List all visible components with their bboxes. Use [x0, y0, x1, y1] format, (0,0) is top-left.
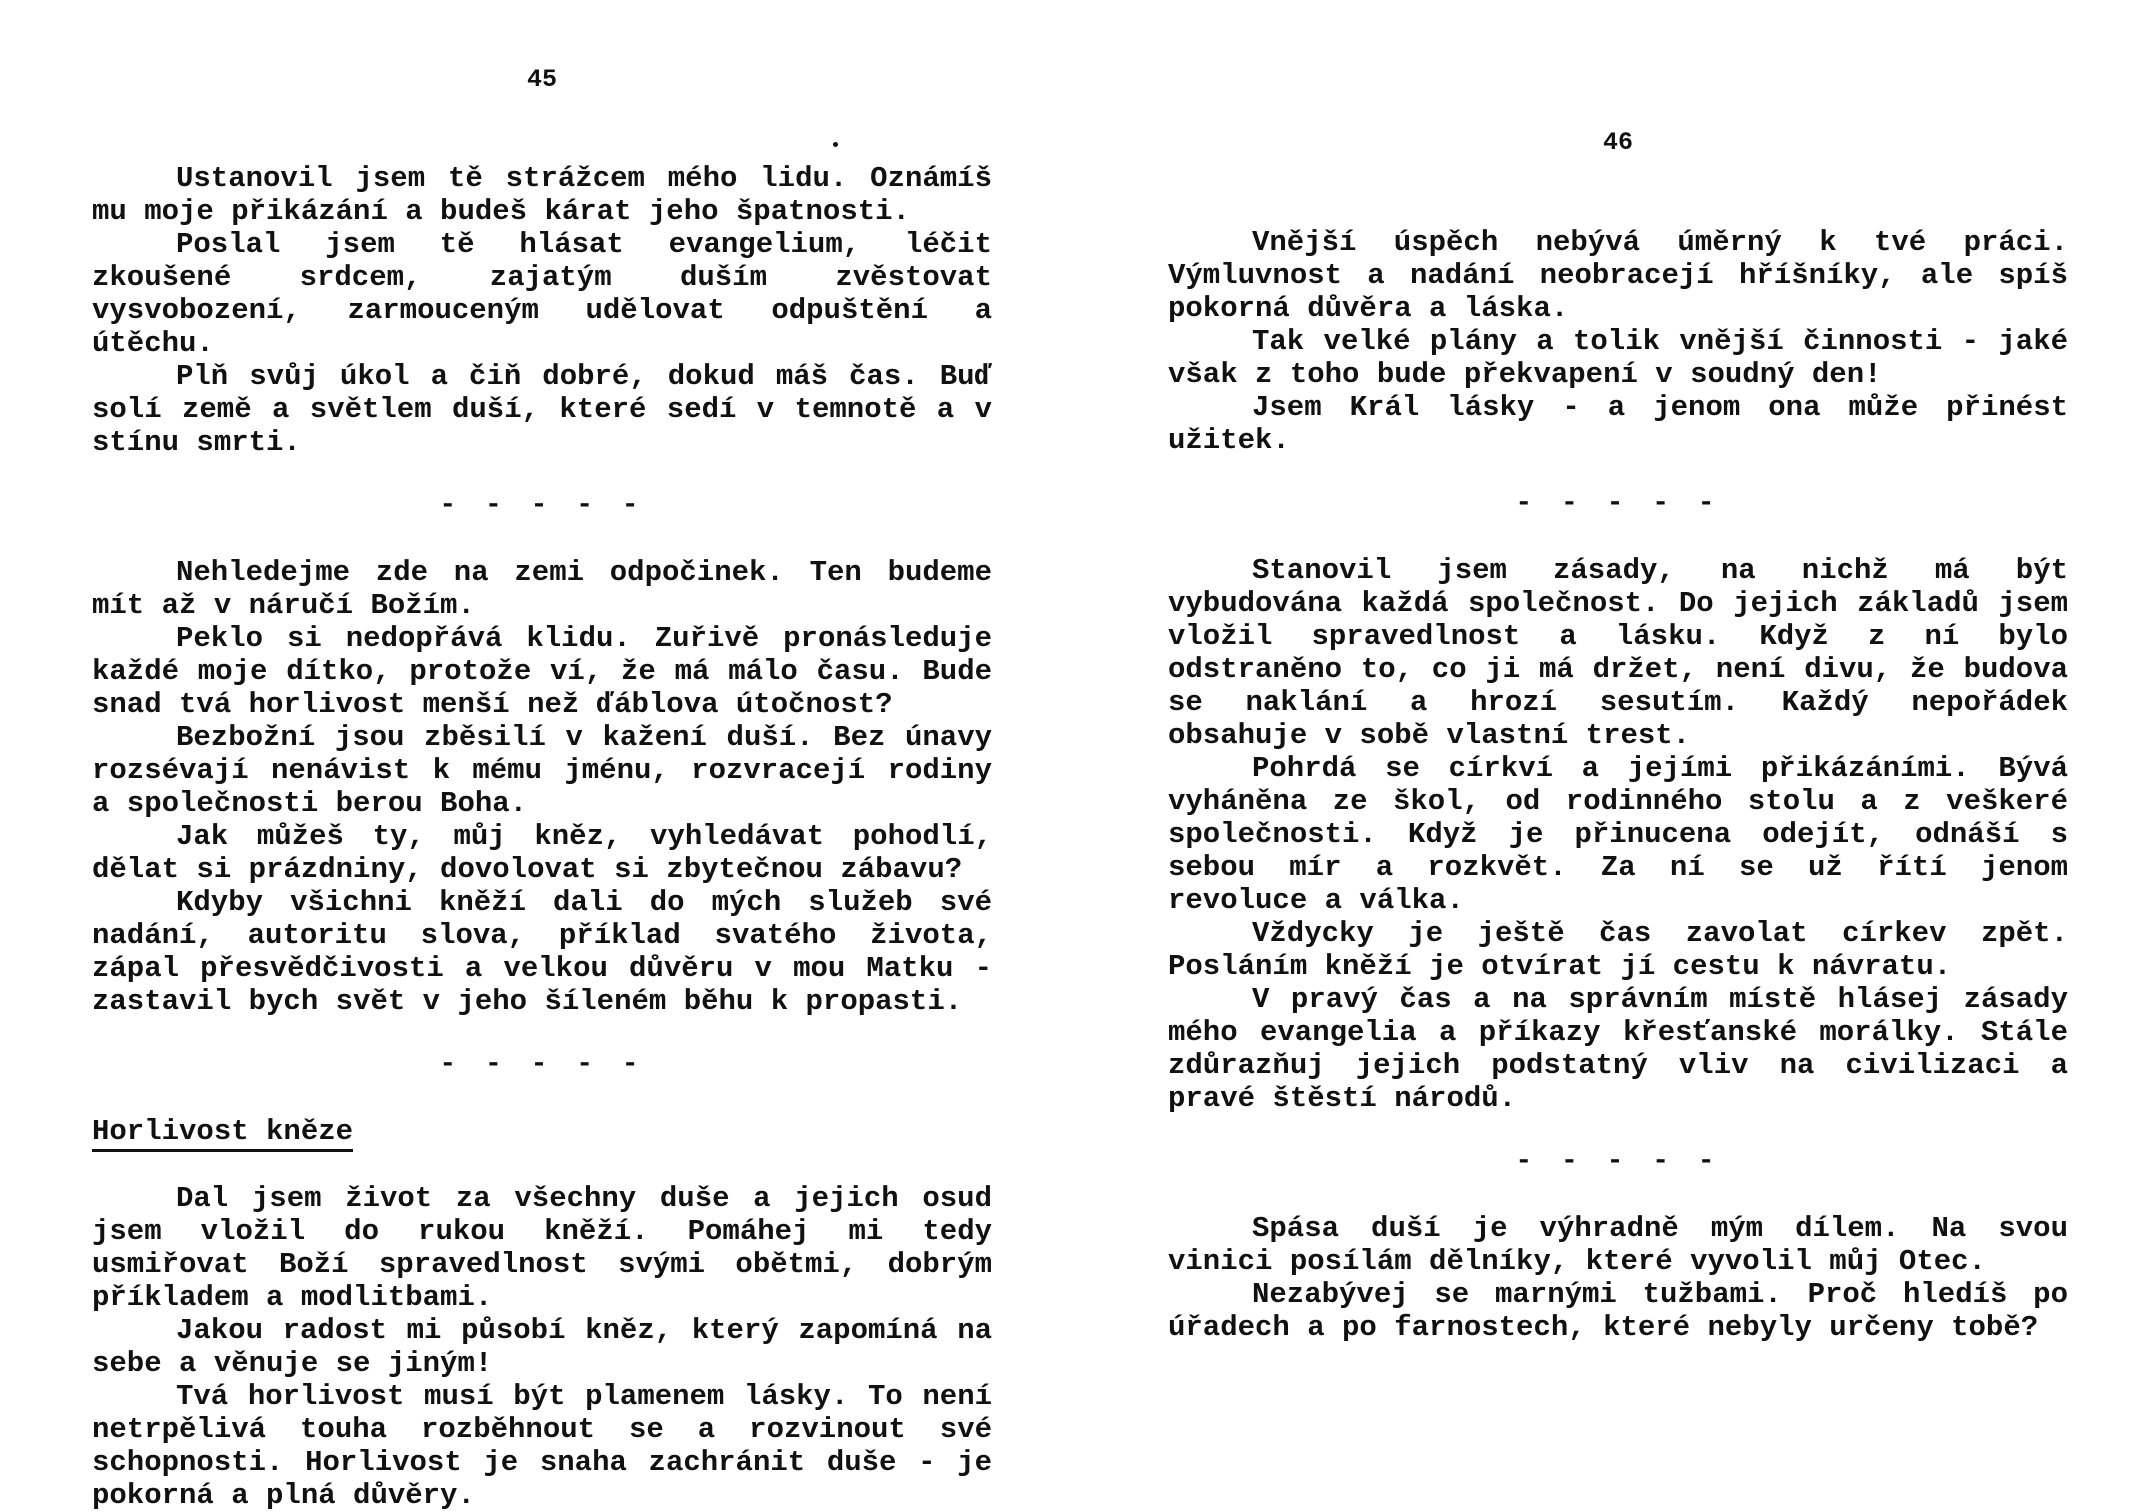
paragraph: Tvá horlivost musí být plamenem lásky. To není netrpělivá touha rozběhnout se a rozvinout své schopnosti. Horlivost je snaha zachránit duše - je pokorná a plná důvěry.: [92, 1380, 992, 1512]
section-heading-wrapper: [92, 1115, 992, 1152]
paragraph: Vnější úspěch nebývá úměrný k tvé práci. Výmluvnost a nadání neobracejí hříšníky, ale spíš pokorná důvěra a láska.: [1168, 226, 2068, 325]
paragraph: Peklo si nedopřává klidu. Zuřivě pronásleduje každé moje dítko, protože ví, že má málo času. Bude snad tvá horlivost menší než ďáblova útočnost?: [92, 622, 992, 721]
section-separator: - - - - -: [439, 490, 645, 521]
paragraph: Vždycky je ještě čas zavolat církev zpět. Posláním kněží je otvírat jí cestu k návratu.: [1168, 917, 2068, 983]
paragraph: Poslal jsem tě hlásat evangelium, léčit zkoušené srdcem, zajatým duším zvěstovat vysvobození, zarmouceným udělovat odpuštění a útěchu.: [92, 228, 992, 360]
paragraph: Jakou radost mi působí kněz, který zapomíná na sebe a věnuje se jiným!: [92, 1314, 992, 1380]
section-separator: - - - - -: [1515, 1146, 1721, 1177]
spacer: [1168, 1115, 2068, 1145]
paragraph: Spása duší je výhradně mým dílem. Na svou vinici posílám dělníky, které vyvolil můj Otec.: [1168, 1212, 2068, 1278]
paragraph: Jsem Král lásky - a jenom ona může přinést užitek.: [1168, 391, 2068, 457]
spacer: [1168, 520, 2068, 554]
paragraph: Nezabývej se marnými tužbami. Proč hledíš po úřadech a po farnostech, které nebyly určeny tobě?: [1168, 1278, 2068, 1344]
section-separator: - - - - -: [439, 1049, 645, 1080]
page-number-left: 45: [526, 65, 557, 94]
left-page-content: [92, 162, 992, 1512]
paragraph: V pravý čas a na správním místě hlásej zásady mého evangelia a příkazy křesťanské morálky. Stále zdůrazňuj jejich podstatný vliv na civilizaci a pravé štěstí národů.: [1168, 983, 2068, 1115]
section-heading: Horlivost kněze: [92, 1115, 353, 1152]
paragraph: Plň svůj úkol a čiň dobré, dokud máš čas. Buď solí země a světlem duší, které sedí v temnotě a v stínu smrti.: [92, 360, 992, 459]
spacer: [92, 522, 992, 556]
paragraph: Ustanovil jsem tě strážcem mého lidu. Oznámíš mu moje přikázání a budeš kárat jeho špatnosti.: [92, 162, 992, 228]
page-number-right: 46: [1602, 128, 1633, 157]
spacer: [1168, 457, 2068, 487]
spacer: [1168, 1178, 2068, 1212]
spacer: [92, 1081, 992, 1115]
paragraph: Pohrdá se církví a jejími přikázáními. Bývá vyháněna ze škol, od rodinného stolu a z veškeré společnosti. Když je přinucena odejít, odnáší s sebou mír a rozkvět. Za ní se už řítí jenom revoluce a válka.: [1168, 752, 2068, 917]
right-page: [1168, 0, 2068, 1500]
spacer: [92, 1018, 992, 1048]
paragraph: Jak můžeš ty, můj kněz, vyhledávat pohodlí, dělat si prázdniny, dovolovat si zbytečnou zábavu?: [92, 820, 992, 886]
right-page-content: [1168, 226, 2068, 1344]
section-separator: - - - - -: [1515, 488, 1721, 519]
paragraph: Nehledejme zde na zemi odpočinek. Ten budeme mít až v náručí Božím.: [92, 556, 992, 622]
spacer: [92, 459, 992, 489]
paragraph: Kdyby všichni kněží dali do mých služeb své nadání, autoritu slova, příklad svatého života, zápal přesvědčivosti a velkou důvěru v mou Matku - zastavil bych svět v jeho šíleném běhu k propasti.: [92, 886, 992, 1018]
paragraph: Bezbožní jsou zběsilí v kažení duší. Bez únavy rozsévají nenávist k mému jménu, rozvracejí rodiny a společnosti berou Boha.: [92, 721, 992, 820]
speck-mark: [833, 142, 838, 147]
left-page: [92, 0, 992, 1512]
paragraph: Tak velké plány a tolik vnější činnosti - jaké však z toho bude překvapení v soudný den!: [1168, 325, 2068, 391]
paragraph: Dal jsem život za všechny duše a jejich osud jsem vložil do rukou kněží. Pomáhej mi tedy usmiřovat Boží spravedlnost svými obětmi, dobrým příkladem a modlitbami.: [92, 1182, 992, 1314]
paragraph: Stanovil jsem zásady, na nichž má být vybudována každá společnost. Do jejich základů jsem vložil spravedlnost a lásku. Když z ní bylo odstraněno to, co ji má držet, není divu, že budova se naklání a hrozí sesutím. Každý nepořádek obsahuje v sobě vlastní trest.: [1168, 554, 2068, 752]
